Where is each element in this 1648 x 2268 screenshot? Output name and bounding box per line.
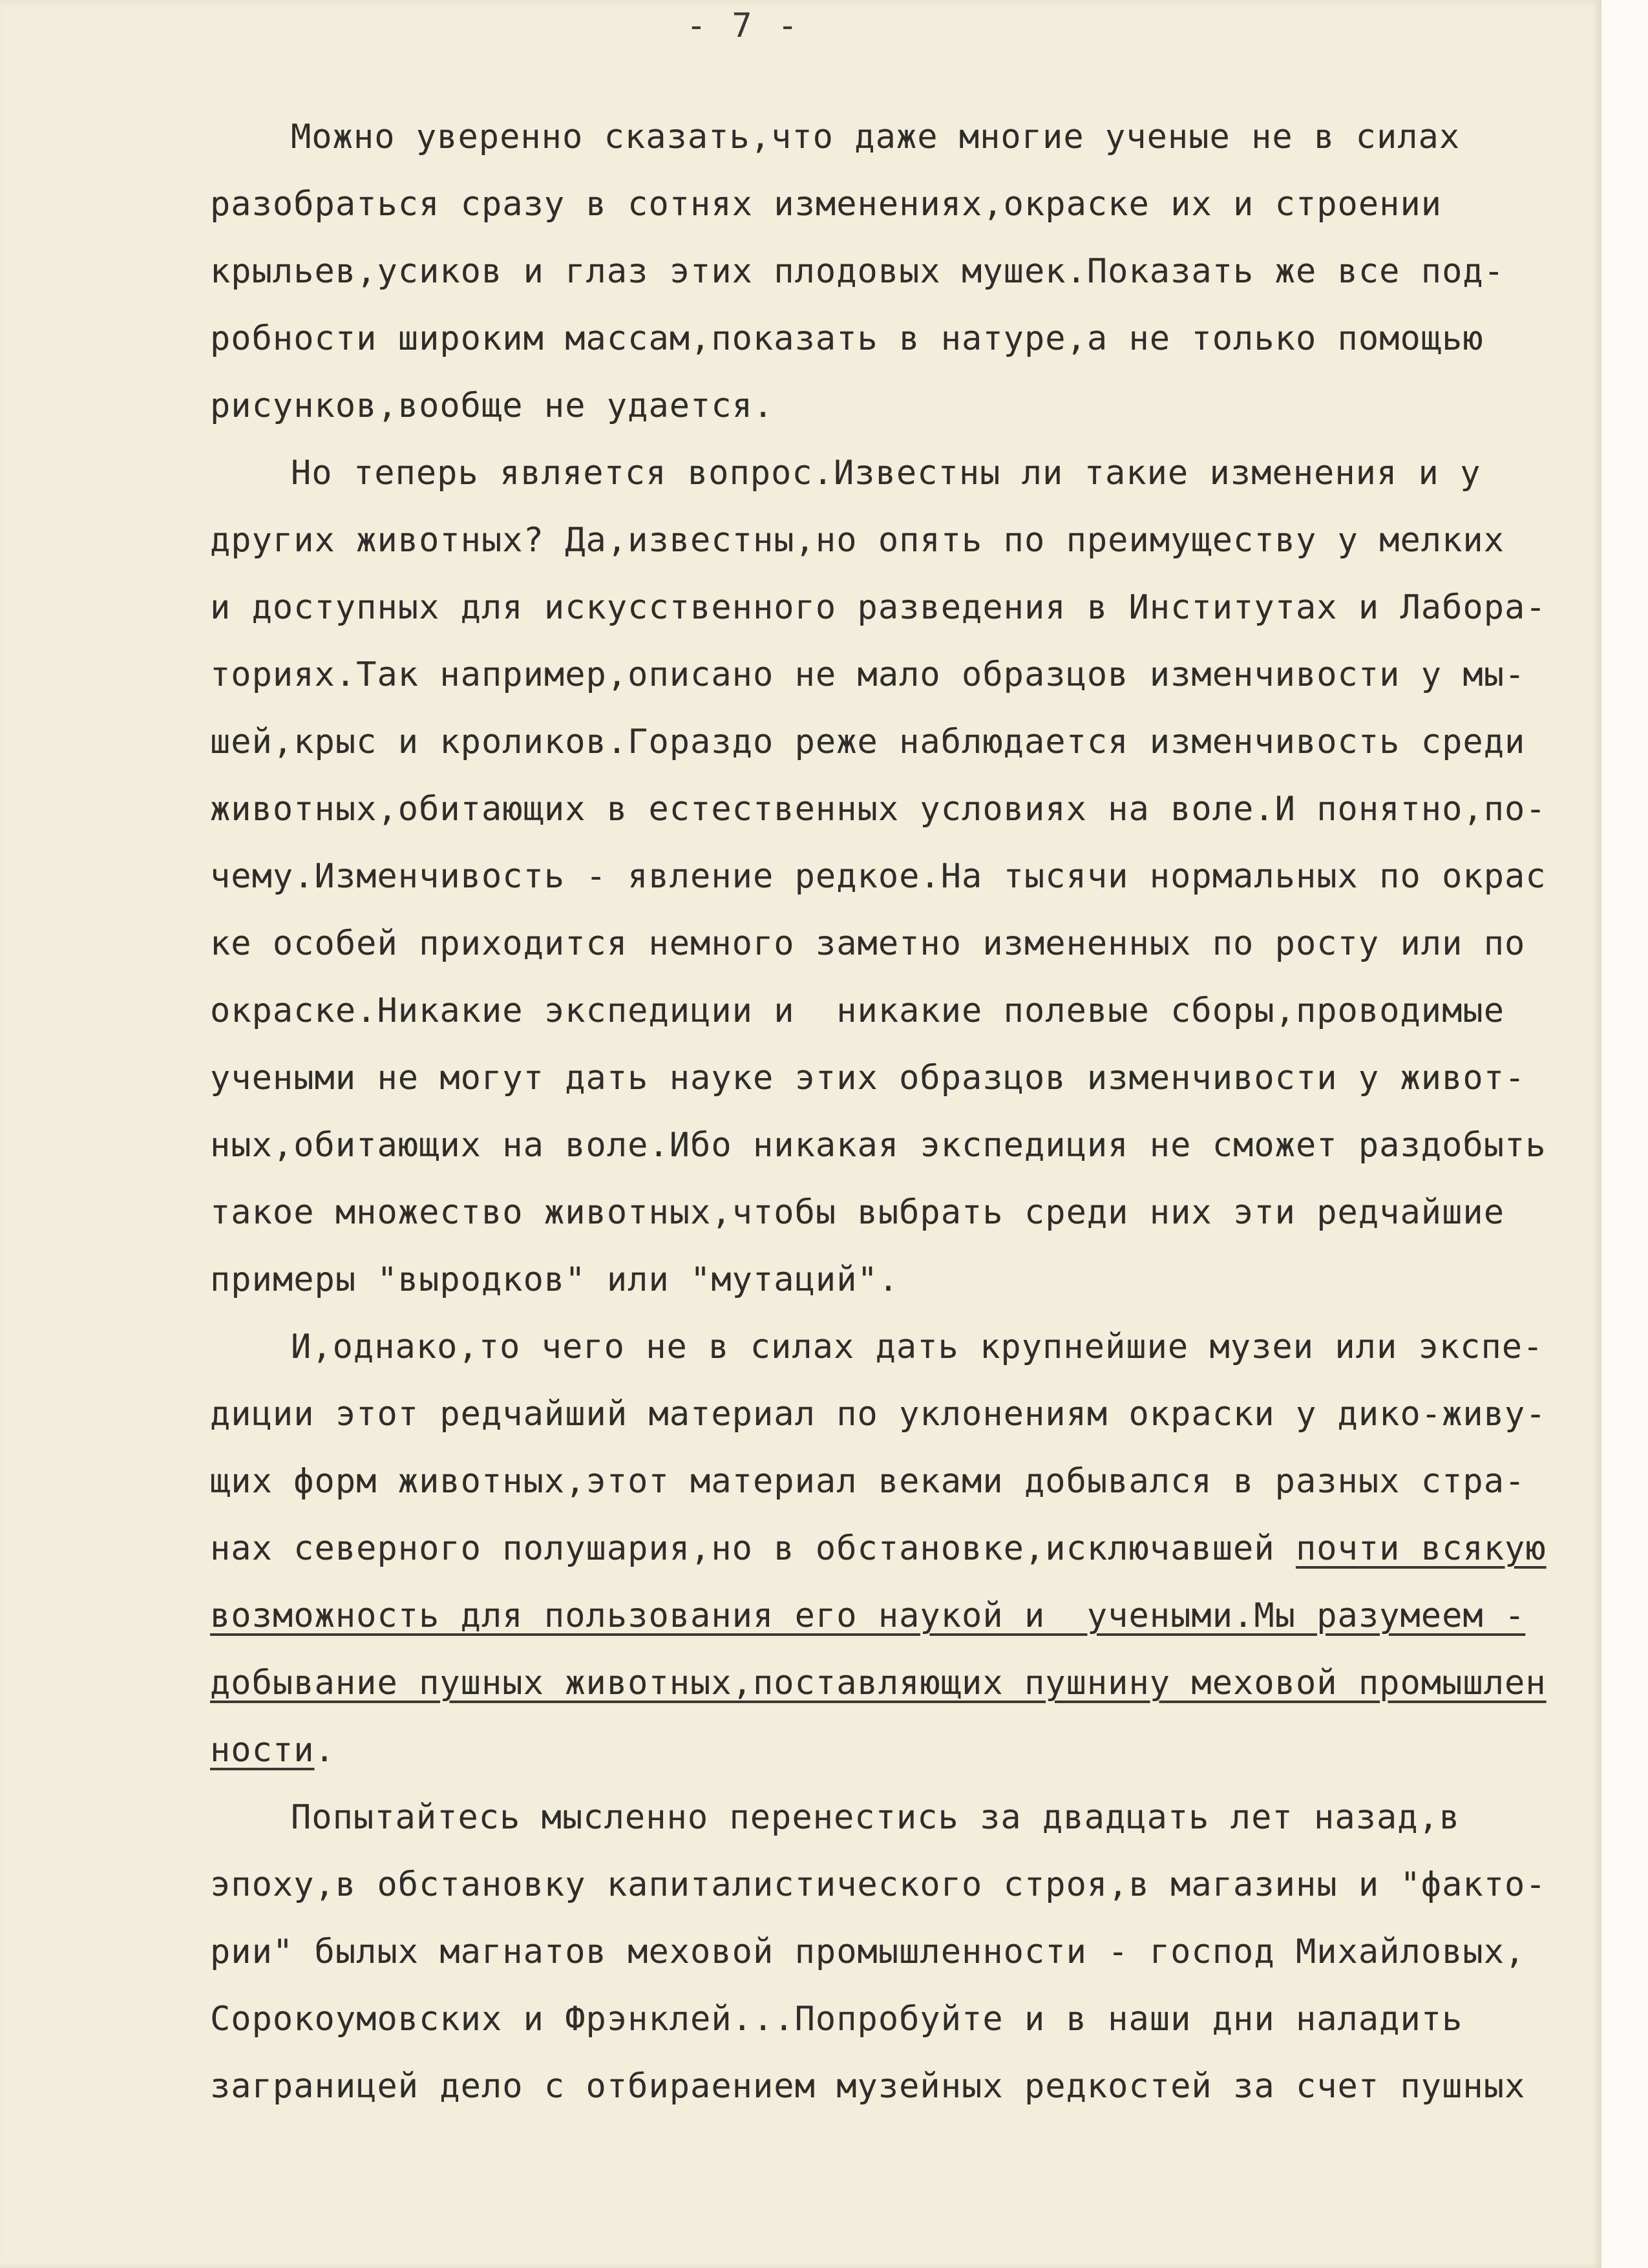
paragraph-4	[210, 1784, 1612, 2120]
text-line: заграницей дело с отбираением музейных редкостей за счет пушных	[210, 2067, 1526, 2106]
text-line	[210, 1515, 1612, 1582]
text-line: ке особей приходится немного заметно измененных по росту или по	[210, 924, 1526, 963]
text-line: Но теперь является вопрос.Известны ли такие изменения и у	[291, 454, 1481, 493]
paragraph-2	[210, 440, 1612, 1313]
underlined-text: добывание пушных животных,поставляющих пушнину меховой промышлен	[210, 1664, 1547, 1702]
text-line: окраске.Никакие экспедиции и никакие полевые сборы,проводимые	[210, 991, 1505, 1030]
text-line: Можно уверенно сказать,что даже многие ученые не в силах	[291, 118, 1461, 156]
text-line: щих форм животных,этот материал веками добывался в разных стра-	[210, 1462, 1526, 1501]
text-line: И,однако,то чего не в силах дать крупнейшие музеи или экспе-	[291, 1328, 1544, 1366]
text-line: Сорокоумовских и Фрэнклей...Попробуйте и в наши дни наладить	[210, 2000, 1463, 2039]
text-line: разобраться сразу в сотнях изменениях,окраске их и строении	[210, 185, 1442, 224]
text-line: рии" былых магнатов меховой промышленности - господ Михайловых,	[210, 1933, 1526, 1971]
text-line: крыльев,усиков и глаз этих плодовых мушек.Показать же все под-	[210, 252, 1505, 291]
text-line	[210, 1717, 1612, 1784]
text-line: робности широким массам,показать в натуре,а не только помощью	[210, 319, 1484, 358]
text-line: шей,крыс и кроликов.Гораздо реже наблюдается изменчивость среди	[210, 723, 1526, 761]
text-segment: .	[314, 1731, 335, 1770]
paragraph-3	[210, 1313, 1612, 1784]
document-body	[210, 103, 1612, 2120]
text-line	[210, 1649, 1612, 1717]
text-line: чему.Изменчивость - явление редкое.На тысячи нормальных по окрас	[210, 857, 1547, 896]
underlined-text: ности	[210, 1731, 315, 1770]
page-number: - 7 -	[686, 6, 801, 45]
text-line: ных,обитающих на воле.Ибо никакая экспедиция не сможет раздобыть	[210, 1126, 1547, 1165]
text-line: Попытайтесь мысленно перенестись за двадцать лет назад,в	[291, 1798, 1461, 1837]
text-segment: нах северного полушария,но в обстановке,исключавшей	[210, 1529, 1296, 1568]
text-line: других животных? Да,известны,но опять по преимуществу у мелких	[210, 521, 1505, 560]
text-line: животных,обитающих в естественных условиях на воле.И понятно,по-	[210, 790, 1547, 829]
text-line: такое множество животных,чтобы выбрать среди них эти редчайшие	[210, 1193, 1505, 1232]
text-line	[210, 1582, 1612, 1649]
underlined-text: возможность для пользования его наукой и учеными.Мы разумеем -	[210, 1596, 1526, 1635]
text-line: диции этот редчайший материал по уклонениям окраски у дико-живу-	[210, 1395, 1547, 1434]
text-line: эпоху,в обстановку капиталистического строя,в магазины и "факто-	[210, 1865, 1547, 1904]
underlined-text: почти всякую	[1295, 1529, 1547, 1568]
paragraph-1	[210, 103, 1612, 440]
text-line: и доступных для искусственного разведения в Институтах и Лабора-	[210, 588, 1547, 627]
text-line: учеными не могут дать науке этих образцов изменчивости у живот-	[210, 1059, 1526, 1097]
text-line: рисунков,вообще не удается.	[210, 387, 774, 425]
text-line: ториях.Так например,описано не мало образцов изменчивости у мы-	[210, 655, 1526, 694]
text-line: примеры "выродков" или "мутаций".	[210, 1260, 900, 1299]
